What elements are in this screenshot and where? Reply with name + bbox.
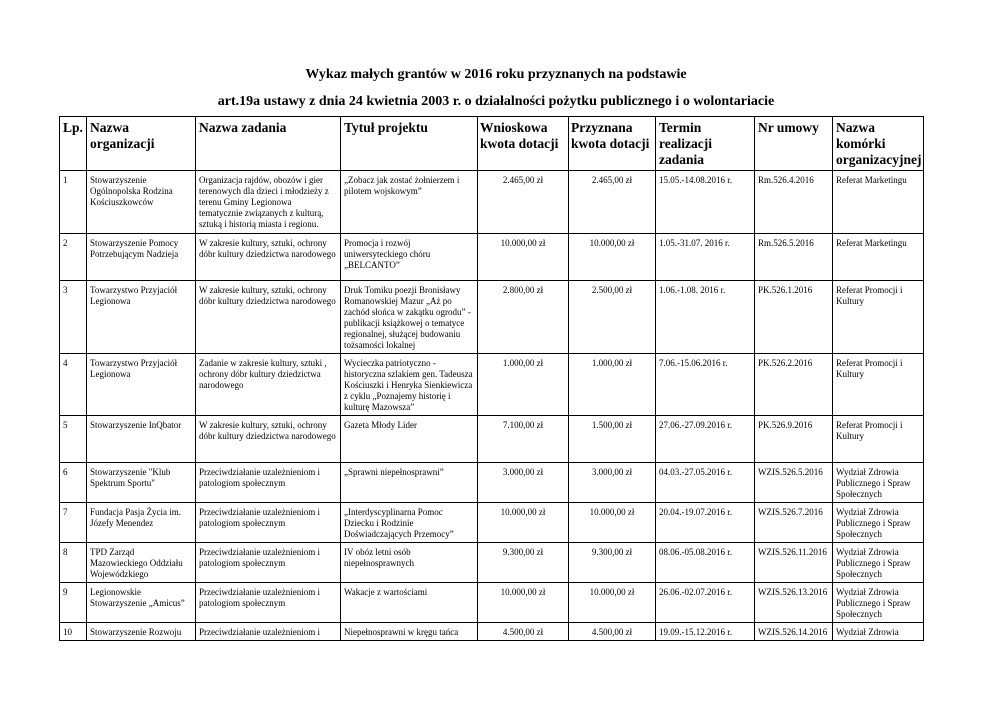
cell-task: Przeciwdziałanie uzależnieniom i xyxy=(196,623,341,641)
cell-contract-number: WZIS.526.5.2016 xyxy=(755,463,833,503)
cell-contract-number: WZIS.526.11.2016 xyxy=(755,543,833,583)
table-row xyxy=(60,623,924,641)
cell-term: 08.06.-05.08.2016 r. xyxy=(656,543,755,583)
header-granted-amount xyxy=(569,117,656,171)
cell-unit: Wydział Zdrowia xyxy=(833,623,924,641)
cell-organization: Legionowskie Stowarzyszenie „Amicus” xyxy=(87,583,196,623)
cell-granted-amount: 1.500,00 zł xyxy=(569,416,656,463)
cell-granted-amount: 2.500,00 zł xyxy=(569,281,656,354)
cell-granted-amount: 2.465,00 zł xyxy=(569,171,656,234)
cell-contract-number: PK.526.2.2016 xyxy=(755,354,833,416)
document-title-line-1: Wykaz małych grantów w 2016 roku przyznanych na podstawie xyxy=(305,67,687,82)
table-row xyxy=(60,171,924,234)
cell-lp: 4 xyxy=(60,354,87,416)
cell-organization: Stowarzyszenie InQbator xyxy=(87,416,196,463)
cell-unit: Referat Promocji i Kultury xyxy=(833,281,924,354)
cell-lp: 6 xyxy=(60,463,87,503)
cell-organization: TPD Zarząd Mazowieckiego Oddziału Wojewódzkiego xyxy=(87,543,196,583)
table-row xyxy=(60,463,924,503)
cell-term: 15.05.-14.08.2016 r. xyxy=(656,171,755,234)
cell-lp: 3 xyxy=(60,281,87,354)
table-row xyxy=(60,281,924,354)
cell-task: Przeciwdziałanie uzależnieniom i patologiom społecznym xyxy=(196,503,341,543)
cell-unit: Wydział Zdrowia Publicznego i Spraw Społecznych xyxy=(833,503,924,543)
cell-task: Przeciwdziałanie uzależnieniom i patologiom społecznym xyxy=(196,543,341,583)
cell-requested-amount: 1.000,00 zł xyxy=(478,354,569,416)
cell-lp: 1 xyxy=(60,171,87,234)
cell-organization: Stowarzyszenie "Klub Spektrum Sportu" xyxy=(87,463,196,503)
cell-project: Gazeta Młody Lider xyxy=(341,416,478,463)
cell-lp: 8 xyxy=(60,543,87,583)
cell-project: „Interdyscyplinarna Pomoc Dziecku i Rodzinie Doświadczających Przemocy” xyxy=(341,503,478,543)
cell-contract-number: Rm.526.4.2016 xyxy=(755,171,833,234)
cell-requested-amount: 2.465,00 zł xyxy=(478,171,569,234)
cell-unit: Referat Marketingu xyxy=(833,234,924,281)
cell-contract-number: WZIS.526.7.2016 xyxy=(755,503,833,543)
cell-project: Niepełnosprawni w kręgu tańca xyxy=(341,623,478,641)
cell-unit: Wydział Zdrowia Publicznego i Spraw Społecznych xyxy=(833,583,924,623)
cell-project: Promocja i rozwój uniwersyteckiego chóru „BELCANTO” xyxy=(341,234,478,281)
cell-unit: Referat Promocji i Kultury xyxy=(833,416,924,463)
cell-organization: Stowarzyszenie Rozwoju xyxy=(87,623,196,641)
cell-unit: Referat Marketingu xyxy=(833,171,924,234)
cell-lp: 2 xyxy=(60,234,87,281)
table-row xyxy=(60,234,924,281)
cell-requested-amount: 10.000,00 zł xyxy=(478,583,569,623)
cell-unit: Wydział Zdrowia Publicznego i Spraw Społecznych xyxy=(833,463,924,503)
header-task: Nazwa zadania xyxy=(196,117,341,171)
cell-organization: Towarzystwo Przyjaciół Legionowa xyxy=(87,281,196,354)
table-row xyxy=(60,354,924,416)
cell-lp: 9 xyxy=(60,583,87,623)
cell-granted-amount: 3.000,00 zł xyxy=(569,463,656,503)
cell-project: Wycieczka patriotyczno - historyczna szlakiem gen. Tadeusza Kościuszki i Henryka Sienkiewicza z cyklu „Poznajemy historię i kulturę Mazowsza” xyxy=(341,354,478,416)
cell-term: 04.03.-27.05.2016 r. xyxy=(656,463,755,503)
cell-contract-number: WZIS.526.13.2016 xyxy=(755,583,833,623)
cell-requested-amount: 9.300,00 zł xyxy=(478,543,569,583)
cell-organization: Stowarzyszenie Pomocy Potrzebującym Nadzieja xyxy=(87,234,196,281)
cell-term: 26.06.-02.07.2016 r. xyxy=(656,583,755,623)
header-organization: Nazwa organizacji xyxy=(87,117,196,171)
cell-contract-number: PK.526.1.2016 xyxy=(755,281,833,354)
grants-table xyxy=(59,116,924,641)
cell-unit: Referat Promocji i Kultury xyxy=(833,354,924,416)
cell-granted-amount: 10.000,00 zł xyxy=(569,234,656,281)
cell-contract-number: Rm.526.5.2016 xyxy=(755,234,833,281)
table-row xyxy=(60,503,924,543)
cell-requested-amount: 2.800,00 zł xyxy=(478,281,569,354)
cell-organization: Fundacja Pasja Życia im. Józefy Menendez xyxy=(87,503,196,543)
cell-project: Druk Tomiku poezji Bronisławy Romanowskiej Mazur „Aż po zachód słońca w zakątku ogrodu” - publikacji książkowej o tematyce regionalnej, służącej budowaniu tożsamości lokalnej xyxy=(341,281,478,354)
cell-organization: Stowarzyszenie Ogólnopolska Rodzina Kościuszkowców xyxy=(87,171,196,234)
cell-lp: 5 xyxy=(60,416,87,463)
cell-project: IV obóz letni osób niepełnosprawnych xyxy=(341,543,478,583)
cell-granted-amount: 9.300,00 zł xyxy=(569,543,656,583)
cell-requested-amount: 10.000,00 zł xyxy=(478,503,569,543)
cell-granted-amount: 10.000,00 zł xyxy=(569,503,656,543)
cell-project: Wakacje z wartościami xyxy=(341,583,478,623)
cell-task: Przeciwdziałanie uzależnieniom i patologiom społecznym xyxy=(196,583,341,623)
cell-task: W zakresie kultury, sztuki, ochrony dóbr kultury dziedzictwa narodowego xyxy=(196,416,341,463)
cell-term: 27.06.-27.09.2016 r. xyxy=(656,416,755,463)
cell-project: „Zobacz jak zostać żołnierzem i pilotem wojskowym” xyxy=(341,171,478,234)
cell-term: 19.09.-15.12.2016 r. xyxy=(656,623,755,641)
cell-task: W zakresie kultury, sztuki, ochrony dóbr kultury dziedzictwa narodowego xyxy=(196,234,341,281)
table-row xyxy=(60,416,924,463)
table-header-row xyxy=(60,117,924,171)
cell-unit: Wydział Zdrowia Publicznego i Spraw Społecznych xyxy=(833,543,924,583)
cell-term: 20.04.-19.07.2016 r. xyxy=(656,503,755,543)
cell-organization: Towarzystwo Przyjaciół Legionowa xyxy=(87,354,196,416)
header-unit: Nazwa komórki organizacyjnej xyxy=(833,117,924,171)
cell-granted-amount: 1.000,00 zł xyxy=(569,354,656,416)
cell-term: 7.06.-15.06.2016 r. xyxy=(656,354,755,416)
header-lp: Lp. xyxy=(60,117,87,171)
cell-lp: 10 xyxy=(60,623,87,641)
cell-task: Przeciwdziałanie uzależnieniom i patologiom społecznym xyxy=(196,463,341,503)
cell-requested-amount: 4.500,00 zł xyxy=(478,623,569,641)
cell-term: 1.05.-31.07. 2016 r. xyxy=(656,234,755,281)
cell-requested-amount: 3.000,00 zł xyxy=(478,463,569,503)
table-row xyxy=(60,583,924,623)
document-title-line-2: art.19a ustawy z dnia 24 kwietnia 2003 r. o działalności pożytku publicznego i o wolontariacie xyxy=(217,94,775,109)
cell-granted-amount: 10.000,00 zł xyxy=(569,583,656,623)
cell-term: 1.06.-1.08. 2016 r. xyxy=(656,281,755,354)
header-requested-amount xyxy=(478,117,569,171)
header-requested-label: Wnioskowa kwota dotacji xyxy=(480,120,559,151)
header-granted-label: Przyznana kwota dotacji xyxy=(571,120,650,151)
cell-project: „Sprawni niepełnosprawni” xyxy=(341,463,478,503)
cell-contract-number: PK.526.9.2016 xyxy=(755,416,833,463)
cell-contract-number: WZIS.526.14.2016 xyxy=(755,623,833,641)
cell-task: Organizacja rajdów, obozów i gier terenowych dla dzieci i młodzieży z terenu Gminy Legionowa tematycznie związanych z kulturą, sztuką i historią miasta i regionu. xyxy=(196,171,341,234)
header-project: Tytuł projektu xyxy=(341,117,478,171)
header-term: Termin realizacji zadania xyxy=(656,117,755,171)
cell-requested-amount: 10.000,00 zł xyxy=(478,234,569,281)
cell-task: W zakresie kultury, sztuki, ochrony dóbr kultury dziedzictwa narodowego xyxy=(196,281,341,354)
cell-requested-amount: 7.100,00 zł xyxy=(478,416,569,463)
header-contract-number: Nr umowy xyxy=(755,117,833,171)
cell-task: Zadanie w zakresie kultury, sztuki , ochrony dóbr kultury dziedzictwa narodowego xyxy=(196,354,341,416)
table-row xyxy=(60,543,924,583)
cell-lp: 7 xyxy=(60,503,87,543)
cell-granted-amount: 4.500,00 zł xyxy=(569,623,656,641)
